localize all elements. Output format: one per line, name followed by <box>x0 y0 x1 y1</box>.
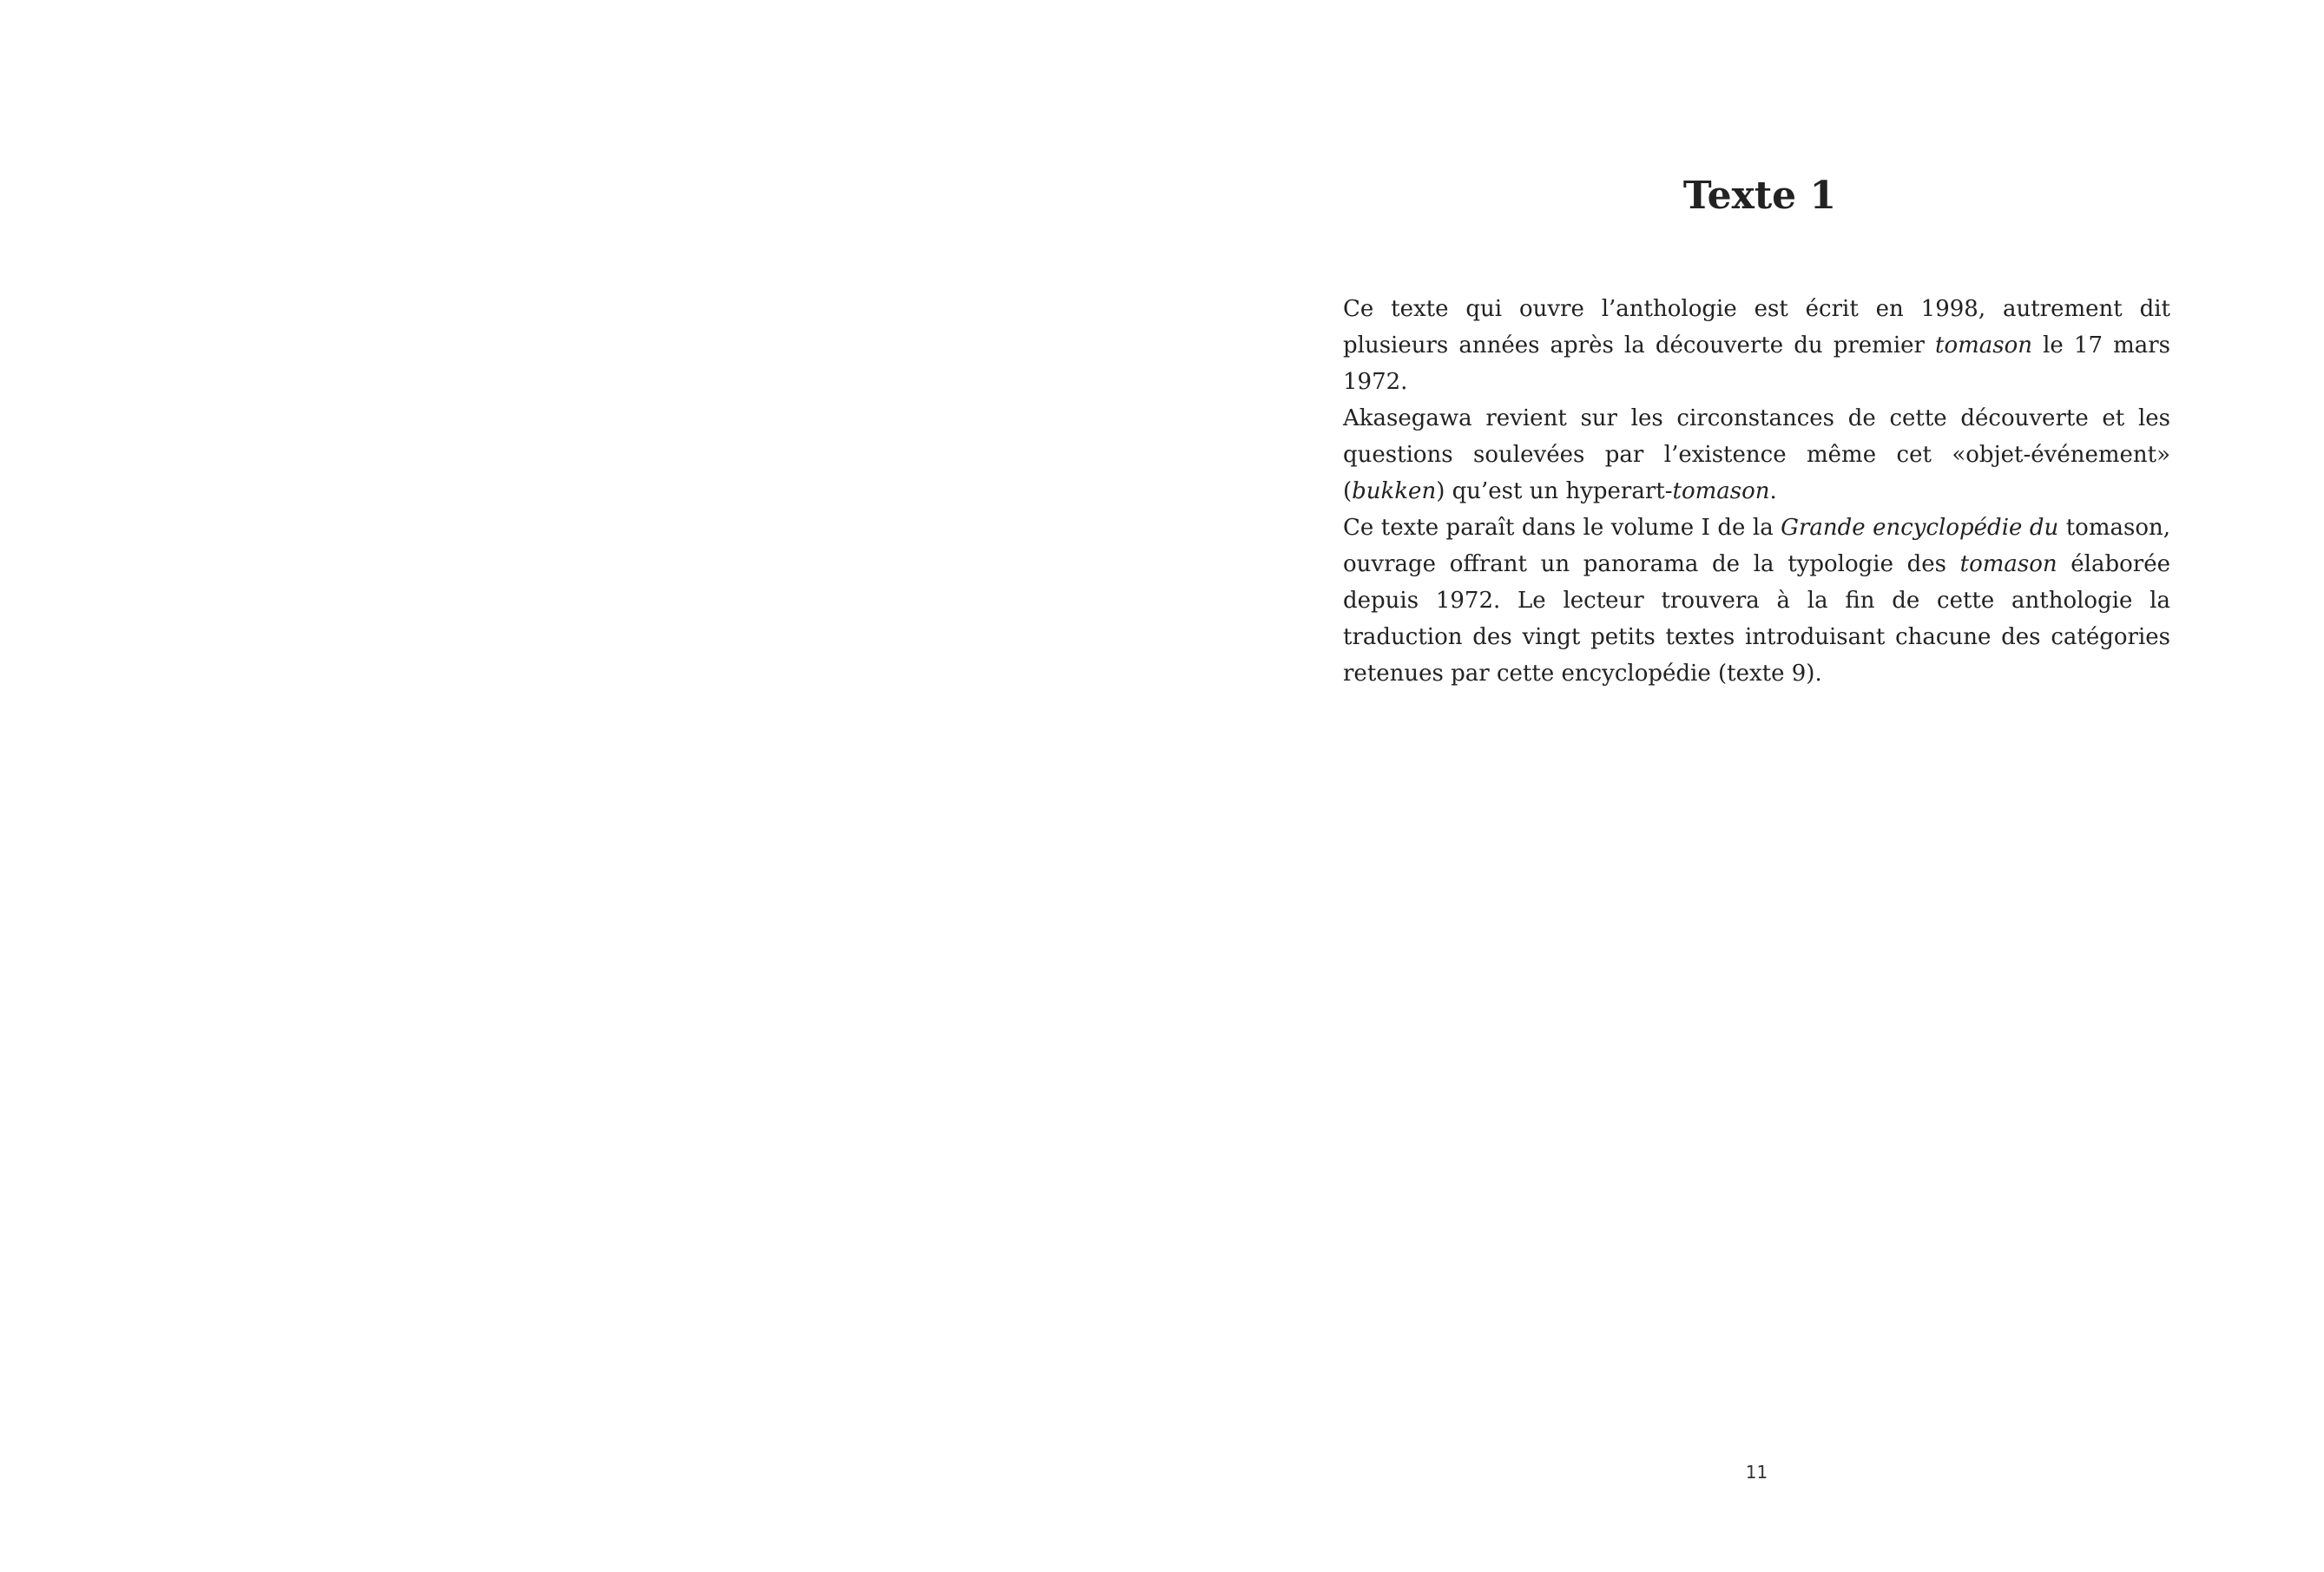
paragraph-2-segment-2: bukken <box>1352 478 1437 504</box>
paragraph-2 <box>1343 400 2170 510</box>
paragraph-3 <box>1343 510 2170 692</box>
page-title: Texte 1 <box>1682 174 1837 218</box>
page-number: 11 <box>1745 1462 1768 1483</box>
paragraph-3-segment-5: élaborée depuis 1972. Le lecteur trouvera à la fin de cette anthologie la traduction des vingt petits textes introduisant chacune des catégories retenues par cette encyclopédie (texte 9). <box>1343 551 2170 687</box>
paragraph-1-segment-1: Ce texte qui ouvre l’anthologie est écrit en 1998, autrement dit plusieurs années après la découverte du premier <box>1343 296 2170 358</box>
paragraph-2-segment-3: ) qu’est un hyperart- <box>1436 478 1673 504</box>
paragraph-3-segment-3: tomason, ouvrage offrant un panorama de la typologie des <box>1343 515 2170 577</box>
paragraph-2-segment-5: . <box>1769 478 1777 504</box>
right-page <box>1162 0 2324 1572</box>
body-text <box>1343 291 2170 692</box>
paragraph-1-segment-2: tomason <box>1935 332 2033 358</box>
paragraph-1 <box>1343 291 2170 400</box>
paragraph-2-segment-1: Akasegawa revient sur les circonstances de cette découverte et les questions soulevées par l’existence même cet «objet-événement» ( <box>1343 405 2170 504</box>
paragraph-3-segment-2: Grande encyclopédie du <box>1781 515 2059 541</box>
paragraph-2-segment-4: tomason <box>1672 478 1770 504</box>
paragraph-3-segment-4: tomason <box>1959 551 2057 577</box>
paragraph-3-segment-1: Ce texte paraît dans le volume I de la <box>1343 515 1781 541</box>
paragraph-1-segment-3: le 17 mars 1972. <box>1343 332 2170 395</box>
